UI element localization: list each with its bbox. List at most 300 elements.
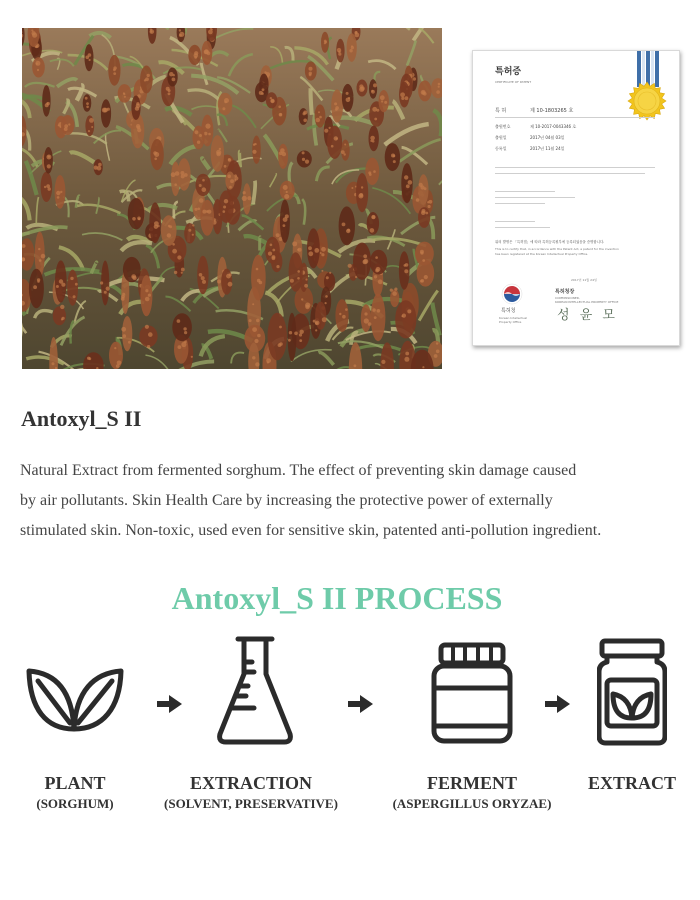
step-sublabel: (SORGHUM) <box>36 796 114 811</box>
grain-dot <box>374 275 377 278</box>
grain-dot <box>300 330 304 334</box>
grain-dot <box>148 332 153 337</box>
arrow-right-icon <box>346 694 374 714</box>
step-label: FERMENT <box>427 773 517 793</box>
grain-dot <box>279 113 283 117</box>
grain-dot <box>202 280 206 284</box>
grain-dot <box>113 68 116 71</box>
grain-dot <box>167 233 171 237</box>
grain-dot <box>351 46 354 49</box>
sorghum-head <box>32 57 45 77</box>
sorghum-head <box>196 174 211 196</box>
grain-dot <box>334 136 338 140</box>
grain-dot <box>321 270 323 272</box>
sorghum-head <box>172 313 192 341</box>
step-extraction-caption <box>140 772 362 814</box>
sorghum-head <box>161 215 177 246</box>
step-label: PLANT <box>44 773 106 793</box>
leaf-icon <box>26 665 124 733</box>
grain-dot <box>100 281 103 284</box>
grain-dot <box>73 295 76 298</box>
grain-dot <box>168 92 171 95</box>
grain-dot <box>178 345 182 349</box>
sorghum-head <box>218 93 233 115</box>
grain-dot <box>257 279 261 283</box>
grain-dot <box>319 116 322 119</box>
grain-dot <box>422 259 425 262</box>
grain-dot <box>339 313 341 315</box>
office-name-en-2: Property Office <box>499 320 522 324</box>
grain-dot <box>224 199 228 203</box>
grain-dot <box>184 331 187 334</box>
grain-dot <box>216 152 221 157</box>
grain-dot <box>378 279 383 284</box>
grain-dot <box>436 342 438 344</box>
grain-dot <box>128 341 131 344</box>
grain-dot <box>368 322 372 326</box>
grain-dot <box>420 252 423 255</box>
sorghum-head <box>42 85 50 117</box>
grain-dot <box>107 108 110 111</box>
grain-dot <box>321 253 324 256</box>
sorghum-head <box>53 306 66 325</box>
grain-dot <box>87 357 90 360</box>
grain-dot <box>289 331 292 334</box>
sorghum-head <box>271 251 282 272</box>
grain-dot <box>401 315 403 317</box>
sorghum-head <box>252 136 261 164</box>
sorghum-head <box>278 144 288 169</box>
grain-dot <box>57 196 60 199</box>
sorghum-field-illustration <box>22 28 442 369</box>
grain-dot <box>342 315 346 319</box>
grain-dot <box>116 364 120 368</box>
grain-dot <box>121 297 125 301</box>
grain-dot <box>373 170 376 173</box>
grain-dot <box>288 339 291 342</box>
grain-dot <box>194 56 197 59</box>
grain-dot <box>345 308 348 311</box>
leaf-stroke <box>311 88 312 114</box>
sorghum-head <box>193 126 205 150</box>
grain-dot <box>86 106 89 109</box>
grain-dot <box>305 278 307 280</box>
grain-dot <box>222 107 225 110</box>
grain-dot <box>243 191 246 194</box>
grain-dot <box>177 255 181 259</box>
sorghum-head <box>123 257 141 282</box>
sorghum-head <box>339 206 355 245</box>
step-ferment-caption <box>372 772 572 814</box>
grain-dot <box>438 83 441 86</box>
grain-dot <box>255 362 259 366</box>
grain-dot <box>228 158 231 161</box>
grain-dot <box>308 251 313 256</box>
grain-dot <box>183 327 186 330</box>
grain-dot <box>279 326 282 329</box>
grain-dot <box>121 327 126 332</box>
grain-dot <box>272 249 275 252</box>
grain-dot <box>318 111 320 113</box>
grain-dot <box>227 175 231 179</box>
grain-dot <box>376 267 381 272</box>
grain-dot <box>257 334 261 338</box>
grain-dot <box>272 256 276 260</box>
sorghum-head <box>356 173 368 212</box>
grain-dot <box>131 274 136 279</box>
sorghum-head <box>395 300 416 338</box>
grain-dot <box>377 309 381 313</box>
grain-dot <box>47 164 51 168</box>
grain-dot <box>219 148 221 150</box>
grain-dot <box>370 140 372 142</box>
grain-dot <box>223 206 226 209</box>
grain-dot <box>292 241 297 246</box>
grain-dot <box>438 86 440 88</box>
sorghum-head <box>327 126 342 159</box>
grain-dot <box>60 305 64 309</box>
grain-dot <box>408 180 413 185</box>
grain-dot <box>268 252 272 256</box>
grain-dot <box>355 33 360 38</box>
grain-dot <box>195 130 199 134</box>
grain-dot <box>91 126 93 128</box>
sorghum-head <box>44 147 53 174</box>
sorghum-head <box>371 294 386 342</box>
grain-dot <box>428 205 431 208</box>
grain-dot <box>145 77 149 81</box>
grain-dot <box>168 225 171 228</box>
grain-dot <box>363 254 367 258</box>
sorghum-head <box>418 174 428 205</box>
commissioner-en-1: COMMISSIONER, <box>555 296 580 300</box>
sorghum-head <box>288 313 297 362</box>
grain-dot <box>303 112 306 115</box>
grain-dot <box>425 212 428 215</box>
grain-dot <box>39 259 42 262</box>
grain-dot <box>424 187 427 190</box>
grain-dot <box>341 150 345 154</box>
grain-dot <box>44 186 46 188</box>
sorghum-head <box>315 302 326 330</box>
grain-dot <box>380 95 385 100</box>
grain-dot <box>299 339 302 342</box>
grain-dot <box>342 223 346 227</box>
registration-date: 2017년 11월 24일 <box>530 146 565 151</box>
grain-dot <box>217 280 221 284</box>
grain-dot <box>302 151 305 154</box>
grain-dot <box>278 106 281 109</box>
process-title: Antoxyl_S II PROCESS <box>171 580 503 616</box>
grain-dot <box>381 100 383 102</box>
grain-dot <box>85 97 88 100</box>
sorghum-head <box>379 90 389 112</box>
grain-dot <box>199 273 203 277</box>
grain-dot <box>422 366 424 368</box>
grain-dot <box>381 360 385 364</box>
grain-dot <box>436 90 440 94</box>
certificate-statement-en-2: has been registered at the Korean Intellectual Property Office. <box>495 252 589 256</box>
grain-dot <box>279 342 283 346</box>
grain-dot <box>284 194 289 199</box>
grain-dot <box>372 107 377 112</box>
office-name-ko: 특허청 <box>501 308 516 314</box>
grain-dot <box>137 217 141 221</box>
grain-dot <box>166 87 170 91</box>
grain-dot <box>370 136 375 141</box>
grain-dot <box>47 102 50 105</box>
grain-dot <box>123 93 125 95</box>
grain-dot <box>390 289 393 292</box>
sorghum-head <box>122 316 132 351</box>
grain-dot <box>324 42 326 44</box>
grain-dot <box>373 83 377 87</box>
grain-dot <box>204 50 209 55</box>
grain-dot <box>252 303 254 305</box>
description-line-1: Natural Extract from fermented sorghum. The effect of preventing skin damage caused <box>20 462 577 479</box>
grain-dot <box>172 249 177 254</box>
grain-dot <box>41 254 46 259</box>
sorghum-head <box>200 200 214 236</box>
grain-dot <box>301 298 303 300</box>
filing-label: 출원일 <box>495 135 507 140</box>
commissioner-title: 특허청장 <box>555 289 575 295</box>
grain-dot <box>406 184 410 188</box>
grain-dot <box>298 248 302 252</box>
grain-dot <box>321 247 326 252</box>
grain-dot <box>137 128 141 132</box>
grain-dot <box>247 196 251 200</box>
grain-dot <box>147 74 150 77</box>
grain-dot <box>372 308 375 311</box>
grain-dot <box>59 279 63 283</box>
sorghum-head <box>299 108 308 125</box>
grain-dot <box>270 244 273 247</box>
grain-dot <box>37 278 40 281</box>
sorghum-head <box>365 158 379 185</box>
grain-dot <box>181 174 185 178</box>
kipo-logo-icon <box>501 283 523 305</box>
grain-dot <box>188 229 191 232</box>
grain-dot <box>358 194 363 199</box>
grain-dot <box>56 191 60 195</box>
grain-dot <box>354 364 357 367</box>
grain-dot <box>404 264 407 267</box>
step-plant-caption <box>14 772 136 814</box>
grain-dot <box>157 225 160 228</box>
grain-dot <box>375 256 378 259</box>
grain-dot <box>394 288 397 291</box>
grain-dot <box>421 279 425 283</box>
grain-dot <box>86 102 89 105</box>
application-number: 제 10-2017-0043346 호 <box>530 124 577 129</box>
grain-dot <box>254 339 258 343</box>
sorghum-head <box>251 255 266 301</box>
grain-dot <box>122 293 125 296</box>
grain-dot <box>179 34 182 37</box>
sorghum-head <box>305 61 317 80</box>
grain-dot <box>299 333 302 336</box>
step-sublabel: (SOLVENT, PRESERVATIVE) <box>164 796 338 811</box>
grain-dot <box>148 294 151 297</box>
grain-dot <box>348 264 352 268</box>
grain-dot <box>270 97 272 99</box>
sorghum-head <box>101 99 111 127</box>
grain-dot <box>192 234 194 236</box>
arrow-right-icon <box>543 694 571 714</box>
grain-dot <box>325 302 327 304</box>
grain-dot <box>283 185 288 190</box>
grain-dot <box>338 51 341 54</box>
leaf-stroke <box>260 237 261 251</box>
grain-dot <box>46 184 50 188</box>
grain-dot <box>324 40 327 43</box>
grain-dot <box>361 186 363 188</box>
ferment-jar-icon <box>431 642 513 744</box>
grain-dot <box>419 183 423 187</box>
grain-dot <box>285 214 289 218</box>
grain-dot <box>364 312 367 315</box>
grain-dot <box>335 106 339 110</box>
grain-dot <box>169 72 173 76</box>
grain-dot <box>416 198 420 202</box>
certificate-title: 특허증 <box>495 67 522 77</box>
grain-dot <box>252 356 255 359</box>
patent-certificate <box>472 50 680 346</box>
sorghum-head <box>331 89 343 122</box>
grain-dot <box>280 148 285 153</box>
grain-dot <box>363 260 368 265</box>
grain-dot <box>344 144 346 146</box>
grain-dot <box>31 31 35 35</box>
grain-dot <box>202 179 205 182</box>
filing-date: 2017년 04월 03일 <box>530 135 565 140</box>
sorghum-head <box>268 313 287 361</box>
grain-dot <box>331 145 334 148</box>
grain-dot <box>276 265 279 268</box>
grain-dot <box>371 215 375 219</box>
grain-dot <box>124 96 126 98</box>
grain-dot <box>88 130 90 132</box>
grain-dot <box>346 92 349 95</box>
grain-dot <box>297 270 300 273</box>
grain-dot <box>404 175 408 179</box>
sorghum-head <box>415 242 434 266</box>
sorghum-head <box>139 325 157 347</box>
grain-dot <box>174 271 177 274</box>
grain-dot <box>132 217 136 221</box>
grain-dot <box>297 277 300 280</box>
grain-dot <box>194 208 197 211</box>
grain-dot <box>423 92 427 96</box>
grain-dot <box>224 165 227 168</box>
sorghum-head <box>361 304 371 332</box>
grain-dot <box>256 319 260 323</box>
grain-dot <box>400 92 405 97</box>
grain-dot <box>405 352 409 356</box>
step-extract-caption <box>580 772 684 794</box>
grain-dot <box>192 224 194 226</box>
sorghum-head <box>128 198 145 229</box>
grain-dot <box>413 77 416 80</box>
sorghum-head <box>171 162 180 197</box>
grain-dot <box>434 354 438 358</box>
sorghum-head <box>67 270 78 306</box>
grain-dot <box>368 171 371 174</box>
grain-dot <box>68 123 70 125</box>
grain-dot <box>150 28 152 30</box>
grain-dot <box>315 321 320 326</box>
grain-dot <box>242 196 247 201</box>
grain-dot <box>191 356 193 358</box>
grain-dot <box>346 98 351 103</box>
issue-date: 2017년 11월 24일 <box>571 278 597 282</box>
grain-dot <box>198 208 201 211</box>
grain-dot <box>407 309 411 313</box>
grain-dot <box>316 118 321 123</box>
grain-dot <box>262 88 265 91</box>
grain-dot <box>199 184 202 187</box>
sorghum-head <box>219 190 234 223</box>
grain-dot <box>179 29 181 31</box>
grain-dot <box>404 357 409 362</box>
grain-dot <box>349 49 352 52</box>
grain-dot <box>174 183 177 186</box>
grain-dot <box>145 325 149 329</box>
patent-number: 제 10-1803265 호 <box>530 108 574 114</box>
grain-dot <box>145 297 150 302</box>
sorghum-head <box>167 68 177 87</box>
grain-dot <box>208 133 211 136</box>
grain-dot <box>194 51 198 55</box>
step-sublabel: (ASPERGILLUS ORYZAE) <box>392 796 552 811</box>
grain-dot <box>154 152 159 157</box>
certificate-seal-icon <box>623 51 671 131</box>
grain-dot <box>52 362 55 365</box>
grain-dot <box>102 108 107 113</box>
certificate-statement-en-1: This is to certify that, in accordance with the Patent Act, a patent for the invention <box>495 247 619 251</box>
grain-dot <box>177 319 181 323</box>
sorghum-head <box>369 79 377 98</box>
grain-dot <box>136 124 140 128</box>
grain-dot <box>211 29 213 31</box>
grain-dot <box>172 78 176 82</box>
grain-dot <box>252 327 257 332</box>
grain-dot <box>436 350 440 354</box>
grain-dot <box>303 119 307 123</box>
grain-dot <box>374 118 377 121</box>
grain-dot <box>88 53 92 57</box>
commissioner-en-2: KOREAN INTELLECTUAL PROPERTY OFFICE <box>555 300 619 304</box>
grain-dot <box>201 276 205 280</box>
grain-dot <box>181 268 185 272</box>
arrow-right-icon <box>155 694 183 714</box>
grain-dot <box>256 268 259 271</box>
grain-dot <box>94 166 98 170</box>
grain-dot <box>324 129 328 133</box>
grain-dot <box>35 61 40 66</box>
certificate-subtitle: CERTIFICATE OF PATENT <box>495 80 532 84</box>
grain-dot <box>392 291 397 296</box>
sorghum-head <box>289 252 303 292</box>
grain-dot <box>249 319 252 322</box>
grain-dot <box>229 186 232 189</box>
step-label: EXTRACT <box>587 773 676 793</box>
grain-dot <box>197 141 200 144</box>
grain-dot <box>64 127 68 131</box>
grain-dot <box>98 163 102 167</box>
grain-dot <box>404 269 408 273</box>
